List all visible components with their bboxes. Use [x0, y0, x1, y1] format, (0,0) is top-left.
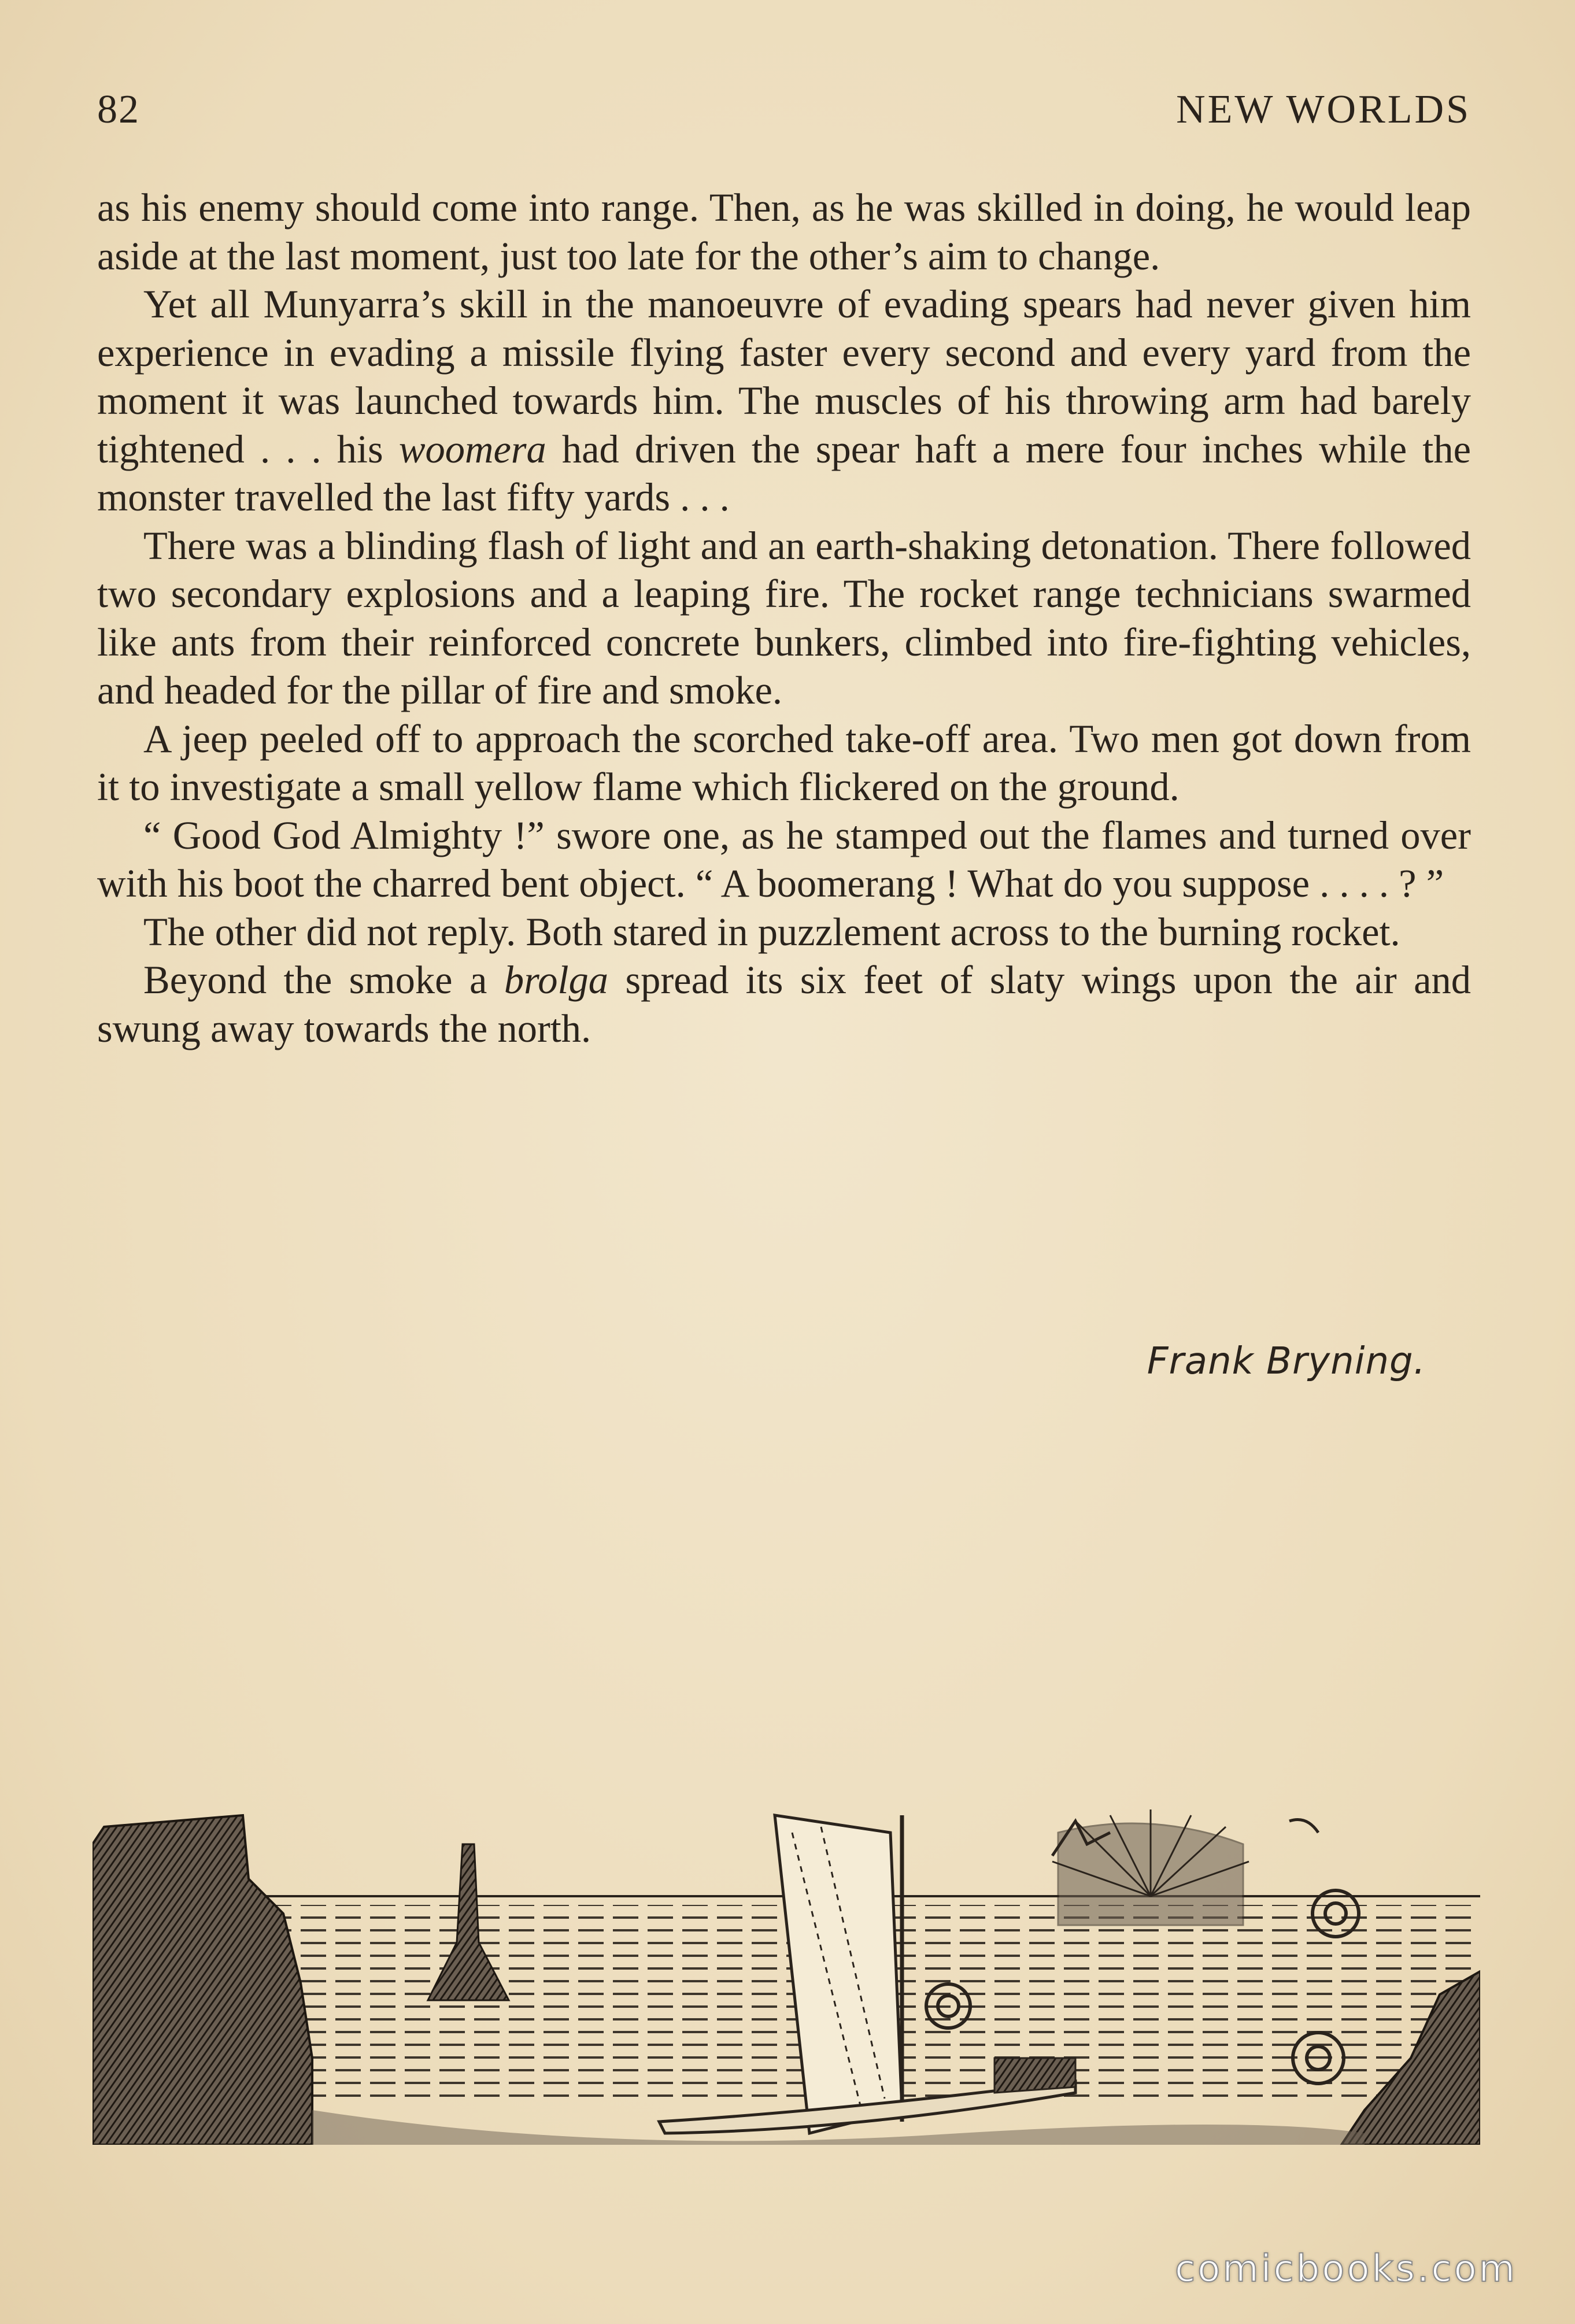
- paragraph-5: “ Good God Almighty !” swore one, as he stamped out the flames and turned over with his boot the charred bent object. “ A boomerang ! What do you suppose . . . . ? ”: [97, 813, 1471, 905]
- engraving-sailboat-seascape-icon: [93, 1809, 1480, 2145]
- canoe-figure: [994, 2058, 1075, 2093]
- paragraph-1: as his enemy should come into range. Then, as he was skilled in doing, he would leap aside at the last moment, just too late for the other’s aim to change.: [97, 186, 1471, 278]
- sun-rays: [1052, 1809, 1249, 1925]
- italic-term-brolga: brolga: [504, 958, 608, 1002]
- paragraph-3: There was a blinding flash of light and an earth-shaking detonation. There followed two secondary explosions and a leaping fire. The rocket range technicians swarmed like ants from their reinforced concrete bunkers, climbed into fire-fighting vehicles, and headed for the pillar of fire and smoke.: [97, 523, 1471, 712]
- italic-term-woomera: woomera: [398, 427, 546, 471]
- left-cliff: [93, 1815, 312, 2145]
- paragraph-4: A jeep peeled off to approach the scorched take-off area. Two men got down from it to investigate a small yellow flame which flickered on the ground.: [97, 716, 1471, 809]
- story-text: [97, 184, 1471, 1053]
- bird-sketch-2: [1289, 1820, 1318, 1833]
- paragraph-6: The other did not reply. Both stared in puzzlement across to the burning rocket.: [143, 909, 1400, 954]
- author-signature: Frank Bryning.: [1147, 1340, 1426, 1383]
- page-number: 82: [97, 87, 140, 132]
- running-head: NEW WORLDS: [1176, 87, 1471, 132]
- paragraph-2: Yet all Munyarra’s skill in the manoeuvre of evading spears had never given him experience in evading a missile flying faster every second and every yard from the moment it was launched towards him. The muscles of his throwing arm had barely tightened . . . his woomera had driven the spear haft a mere four inches while the monster travelled the last fifty yards . . .: [97, 282, 1471, 519]
- watermark-text: comicbooks.com: [1174, 2248, 1517, 2290]
- page-header: [97, 87, 1471, 150]
- paragraph-7: Beyond the smoke a brolga spread its six feet of slaty wings upon the air and swung away towards the north.: [97, 958, 1471, 1050]
